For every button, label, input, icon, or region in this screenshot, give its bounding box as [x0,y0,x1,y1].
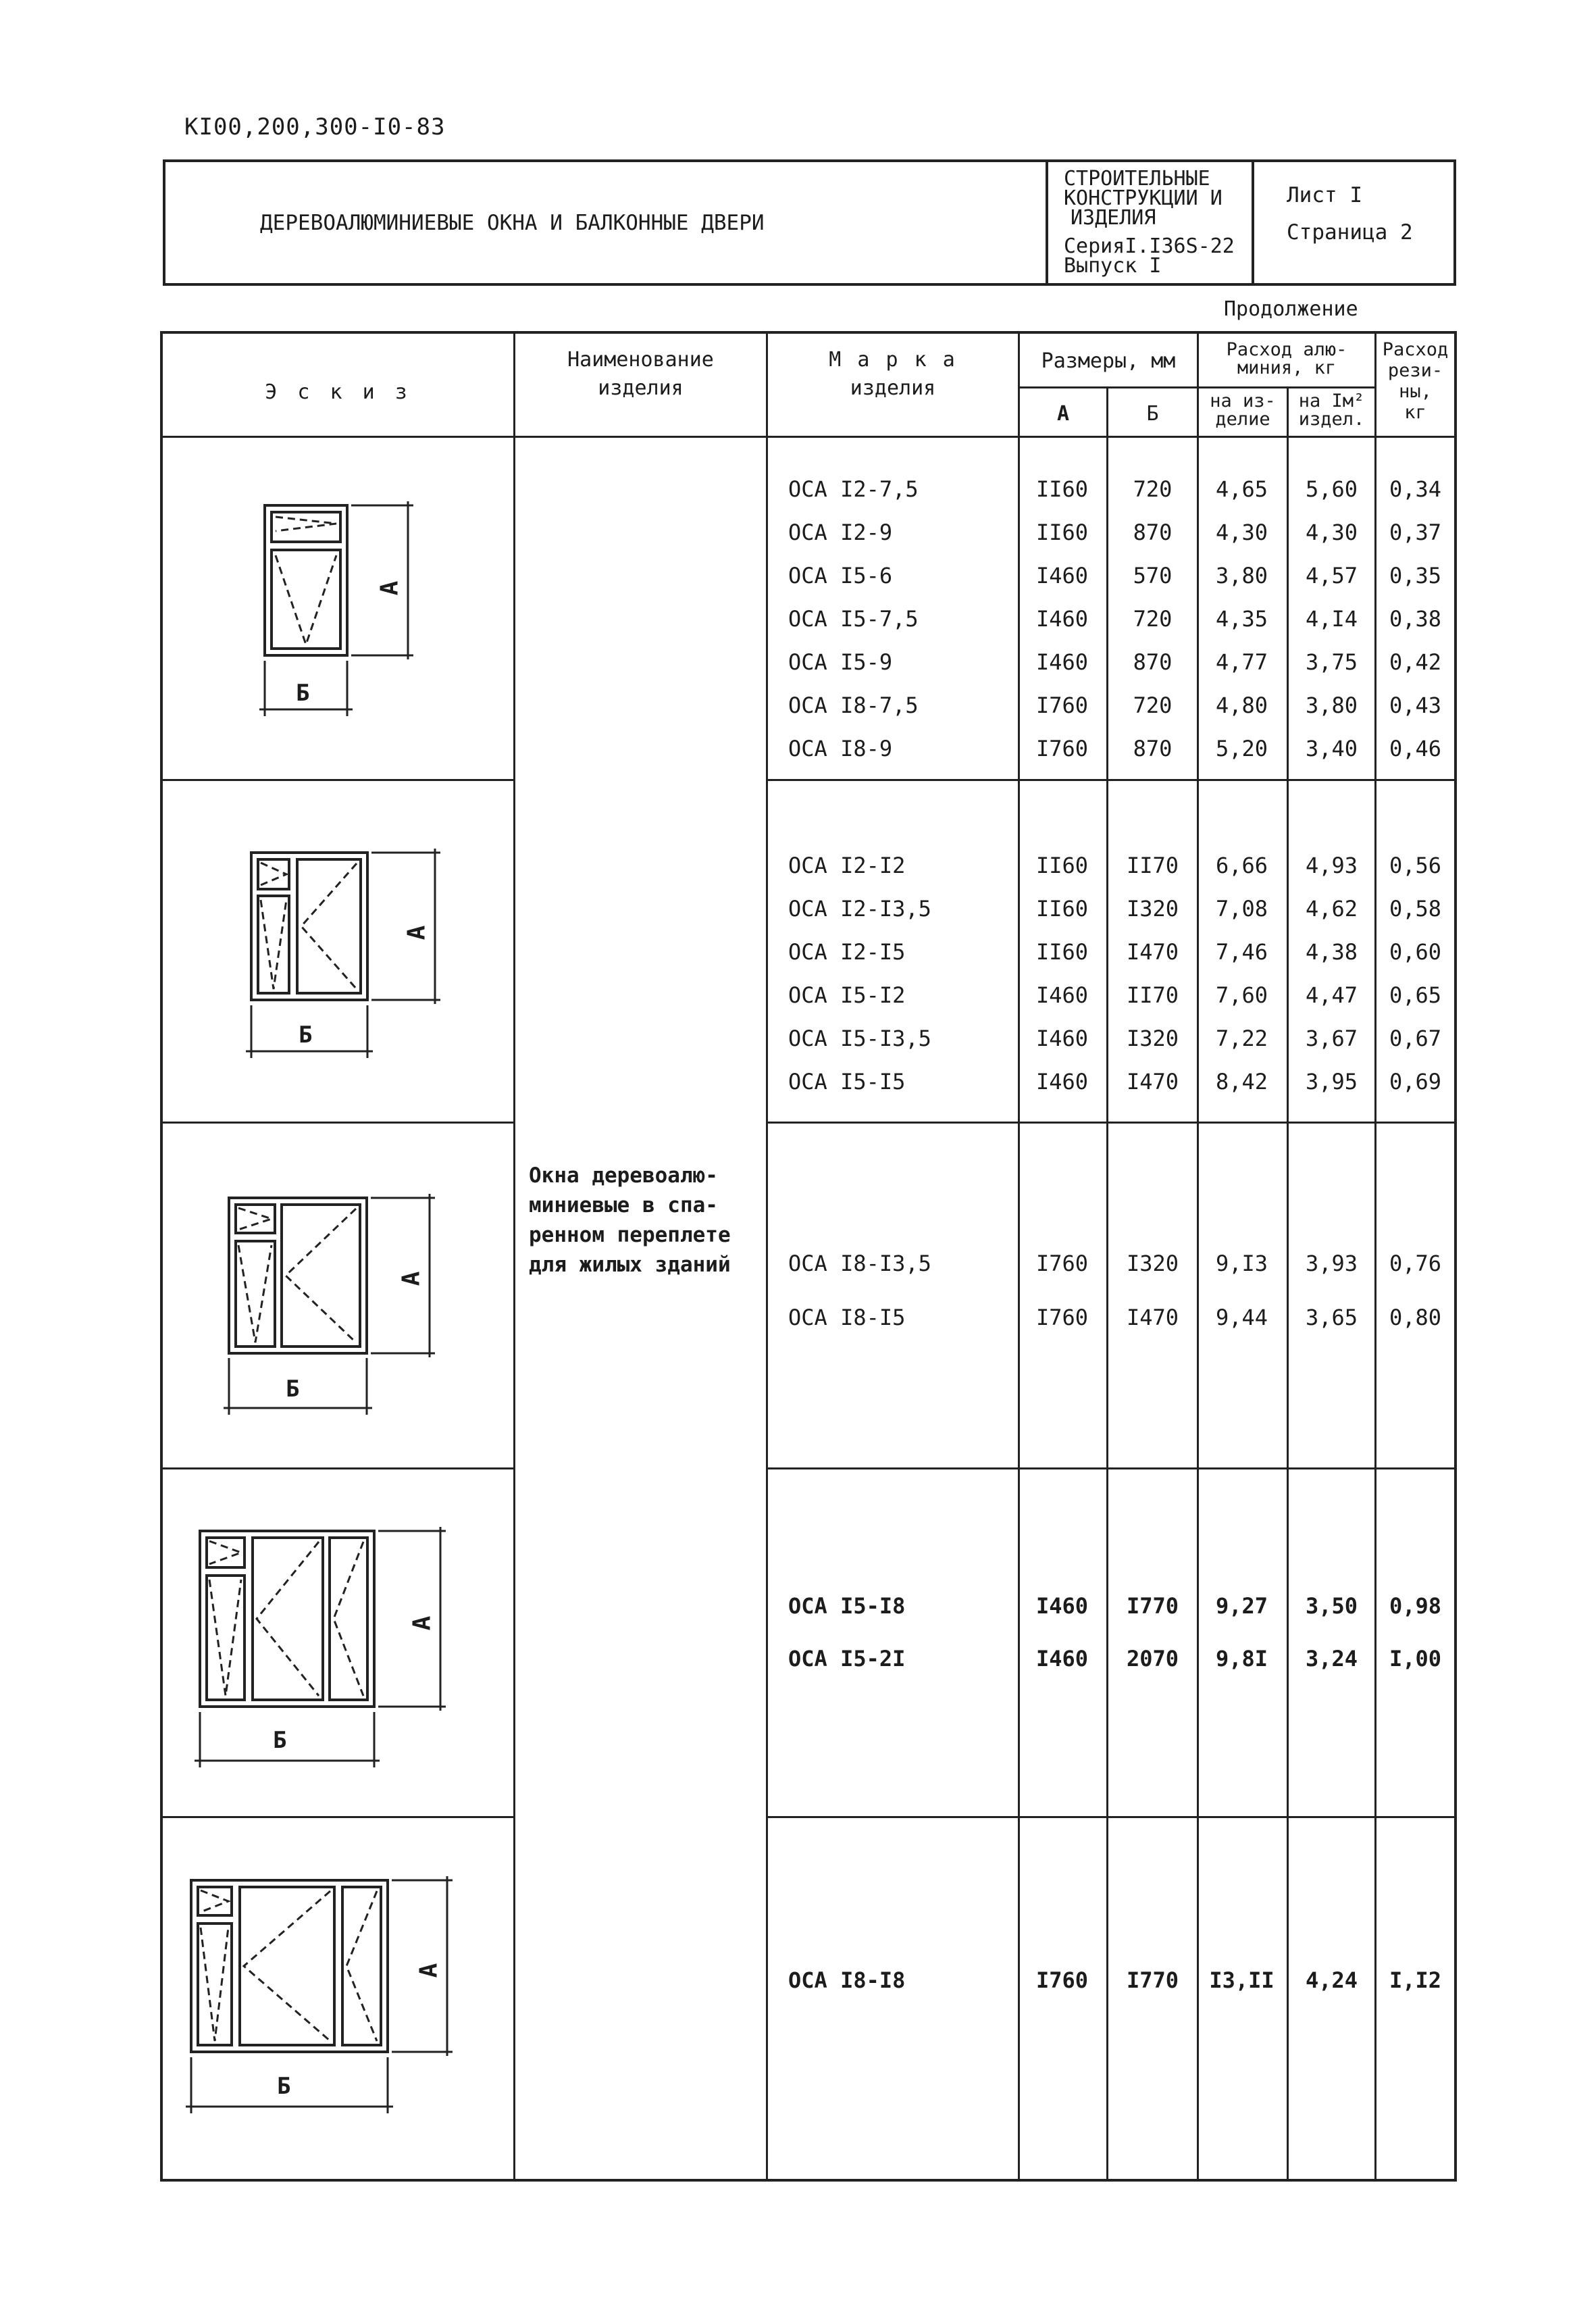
dimension-label-b: Б [273,1727,287,1754]
cell-b: II70 [1126,982,1179,1008]
cell-mark: ОСА I5-I2 [788,982,906,1008]
dimension-label-a: А [415,1963,443,1978]
header-size-b: Б [1146,402,1159,426]
page-label: Страница 2 [1287,220,1413,245]
cell-al-item: 7,08 [1215,896,1268,922]
constructions-line: СТРОИТЕЛЬНЫЕ [1064,167,1210,191]
cell-a: I760 [1035,693,1089,718]
cell-mark: ОСА I5-2I [788,1646,906,1671]
cell-mark: ОСА I8-9 [788,736,893,761]
cell-al-m2: 4,38 [1305,939,1358,965]
cell-al-item: 4,30 [1215,520,1268,545]
cell-al-item: 8,42 [1215,1069,1268,1095]
cell-al-item: 4,80 [1215,693,1268,718]
cell-b: I320 [1126,1251,1179,1276]
cell-b: I770 [1126,1967,1179,1993]
cell-a: II60 [1035,896,1089,922]
cell-mark: ОСА I5-I3,5 [788,1026,931,1051]
cell-b: II70 [1126,853,1179,878]
cell-b: I320 [1126,896,1179,922]
product-name-line: Окна деревоалю- [529,1163,718,1188]
document-title: ДЕРЕВОАЛЮМИНИЕВЫЕ ОКНА И БАЛКОННЫЕ ДВЕРИ [260,211,765,235]
constructions-line: ИЗДЕЛИЯ [1071,206,1156,230]
cell-b: 870 [1133,736,1173,761]
cell-mark: ОСА I8-I8 [788,1967,906,1993]
header-aluminium-line: Расход алю- [1226,339,1347,360]
cell-rubber: 0,43 [1389,693,1442,718]
sheet-label: Лист I [1287,183,1362,207]
cell-rubber: 0,76 [1389,1251,1442,1276]
cell-rubber: 0,37 [1389,520,1442,545]
cell-rubber: 0,58 [1389,896,1442,922]
cell-a: I460 [1035,1646,1089,1671]
header-rubber-line: рези- [1387,360,1443,381]
header-al-per-item-line: делие [1215,409,1270,430]
cell-rubber: 0,98 [1389,1593,1442,1619]
cell-al-item: 7,46 [1215,939,1268,965]
cell-b: 870 [1133,520,1173,545]
dimension-label-a: А [397,1271,426,1286]
header-sizes: Размеры, мм [1041,349,1176,373]
cell-al-item: 6,66 [1215,853,1268,878]
cell-a: I760 [1035,1305,1089,1330]
header-name-line: Наименование [567,348,714,372]
cell-a: I760 [1035,1251,1089,1276]
cell-al-m2: 3,50 [1305,1593,1358,1619]
cell-rubber: 0,35 [1389,563,1442,588]
cell-a: I460 [1035,1026,1089,1051]
header-rubber-line: ны, [1399,381,1432,402]
continued-label: Продолжение [1224,297,1358,321]
cell-a: I460 [1035,649,1089,675]
cell-mark: ОСА I8-7,5 [788,693,919,718]
cell-rubber: 0,42 [1389,649,1442,675]
dimension-label-b: Б [277,2073,291,2100]
cell-al-m2: 4,I4 [1305,606,1358,632]
cell-mark: ОСА I2-I3,5 [788,896,931,922]
document-code: КI00,200,300-I0-83 [184,114,446,141]
cell-al-item: 7,22 [1215,1026,1268,1051]
dimension-label-a: А [376,580,404,596]
cell-rubber: 0,46 [1389,736,1442,761]
cell-a: I460 [1035,563,1089,588]
header-rubber-line: Расход [1382,339,1449,360]
cell-al-m2: 3,93 [1305,1251,1358,1276]
header-mark-line: М а р к а [829,348,957,372]
cell-rubber: 0,80 [1389,1305,1442,1330]
cell-mark: ОСА I5-6 [788,563,893,588]
cell-rubber: I,00 [1389,1646,1442,1671]
cell-al-m2: 4,57 [1305,563,1358,588]
product-name-line: миниевые в спа- [529,1193,718,1217]
cell-mark: ОСА I5-9 [788,649,893,675]
cell-a: I460 [1035,982,1089,1008]
cell-al-m2: 3,65 [1305,1305,1358,1330]
cell-a: I760 [1035,1967,1089,1993]
cell-b: I470 [1126,939,1179,965]
cell-al-m2: 4,62 [1305,896,1358,922]
cell-al-item: 9,44 [1215,1305,1268,1330]
cell-a: I460 [1035,1593,1089,1619]
cell-b: 2070 [1126,1646,1179,1671]
issue-label: Выпуск I [1064,254,1162,278]
cell-mark: ОСА I5-I5 [788,1069,906,1095]
cell-al-item: 5,20 [1215,736,1268,761]
cell-rubber: 0,65 [1389,982,1442,1008]
series-label: СерияI.I36S-22 [1064,234,1235,258]
cell-mark: ОСА I5-I8 [788,1593,906,1619]
cell-b: 720 [1133,693,1173,718]
dimension-label-b: Б [286,1376,300,1403]
cell-mark: ОСА I2-I5 [788,939,906,965]
header-rubber-line: кг [1404,402,1426,423]
cell-rubber: 0,67 [1389,1026,1442,1051]
cell-al-item: 9,I3 [1215,1251,1268,1276]
dimension-label-b: Б [296,680,310,707]
cell-a: I460 [1035,1069,1089,1095]
product-name-line: для жилых зданий [529,1253,731,1277]
cell-al-m2: 3,80 [1305,693,1358,718]
constructions-line: КОНСТРУКЦИИ И [1064,186,1222,210]
cell-a: II60 [1035,520,1089,545]
product-name-line: ренном переплете [529,1223,731,1247]
cell-al-item: 7,60 [1215,982,1268,1008]
cell-rubber: 0,34 [1389,476,1442,502]
header-size-a: А [1056,402,1070,426]
cell-al-m2: 5,60 [1305,476,1358,502]
cell-al-item: 4,35 [1215,606,1268,632]
cell-rubber: 0,38 [1389,606,1442,632]
cell-b: I470 [1126,1305,1179,1330]
cell-b: 870 [1133,649,1173,675]
header-mark-line: изделия [850,376,936,400]
cell-al-m2: 4,24 [1305,1967,1358,1993]
cell-a: II60 [1035,853,1089,878]
header-aluminium-line: миния, кг [1237,357,1337,378]
cell-a: I460 [1035,606,1089,632]
cell-a: I760 [1035,736,1089,761]
cell-al-m2: 4,30 [1305,520,1358,545]
cell-al-item: 4,65 [1215,476,1268,502]
cell-mark: ОСА I2-7,5 [788,476,919,502]
cell-a: II60 [1035,476,1089,502]
dimension-label-a: А [408,1615,436,1631]
cell-b: I770 [1126,1593,1179,1619]
cell-b: 720 [1133,476,1173,502]
dimension-label-b: Б [299,1022,313,1049]
cell-b: 720 [1133,606,1173,632]
cell-rubber: I,I2 [1389,1967,1442,1993]
cell-mark: ОСА I5-7,5 [788,606,919,632]
cell-al-m2: 3,40 [1305,736,1358,761]
cell-al-m2: 3,95 [1305,1069,1358,1095]
cell-al-m2: 4,47 [1305,982,1358,1008]
cell-al-item: 9,8I [1215,1646,1268,1671]
cell-al-item: 3,80 [1215,563,1268,588]
cell-al-m2: 4,93 [1305,853,1358,878]
cell-mark: ОСА I2-9 [788,520,893,545]
header-al-per-item-line: на из- [1210,391,1276,411]
cell-b: I320 [1126,1026,1179,1051]
cell-al-item: 9,27 [1215,1593,1268,1619]
cell-al-item: I3,II [1209,1967,1275,1993]
header-al-per-m2-line: издел. [1298,409,1365,430]
cell-b: 570 [1133,563,1173,588]
header-sketch: Э с к и з [265,380,411,404]
cell-mark: ОСА I8-I3,5 [788,1251,931,1276]
cell-rubber: 0,60 [1389,939,1442,965]
cell-rubber: 0,69 [1389,1069,1442,1095]
cell-rubber: 0,56 [1389,853,1442,878]
cell-mark: ОСА I2-I2 [788,853,906,878]
header-name-line: изделия [598,376,684,400]
cell-a: II60 [1035,939,1089,965]
cell-b: I470 [1126,1069,1179,1095]
cell-al-m2: 3,24 [1305,1646,1358,1671]
cell-al-item: 4,77 [1215,649,1268,675]
cell-al-m2: 3,75 [1305,649,1358,675]
dimension-label-a: А [403,925,431,940]
cell-mark: ОСА I8-I5 [788,1305,906,1330]
cell-al-m2: 3,67 [1305,1026,1358,1051]
header-al-per-m2-line: на Iм² [1298,391,1365,411]
